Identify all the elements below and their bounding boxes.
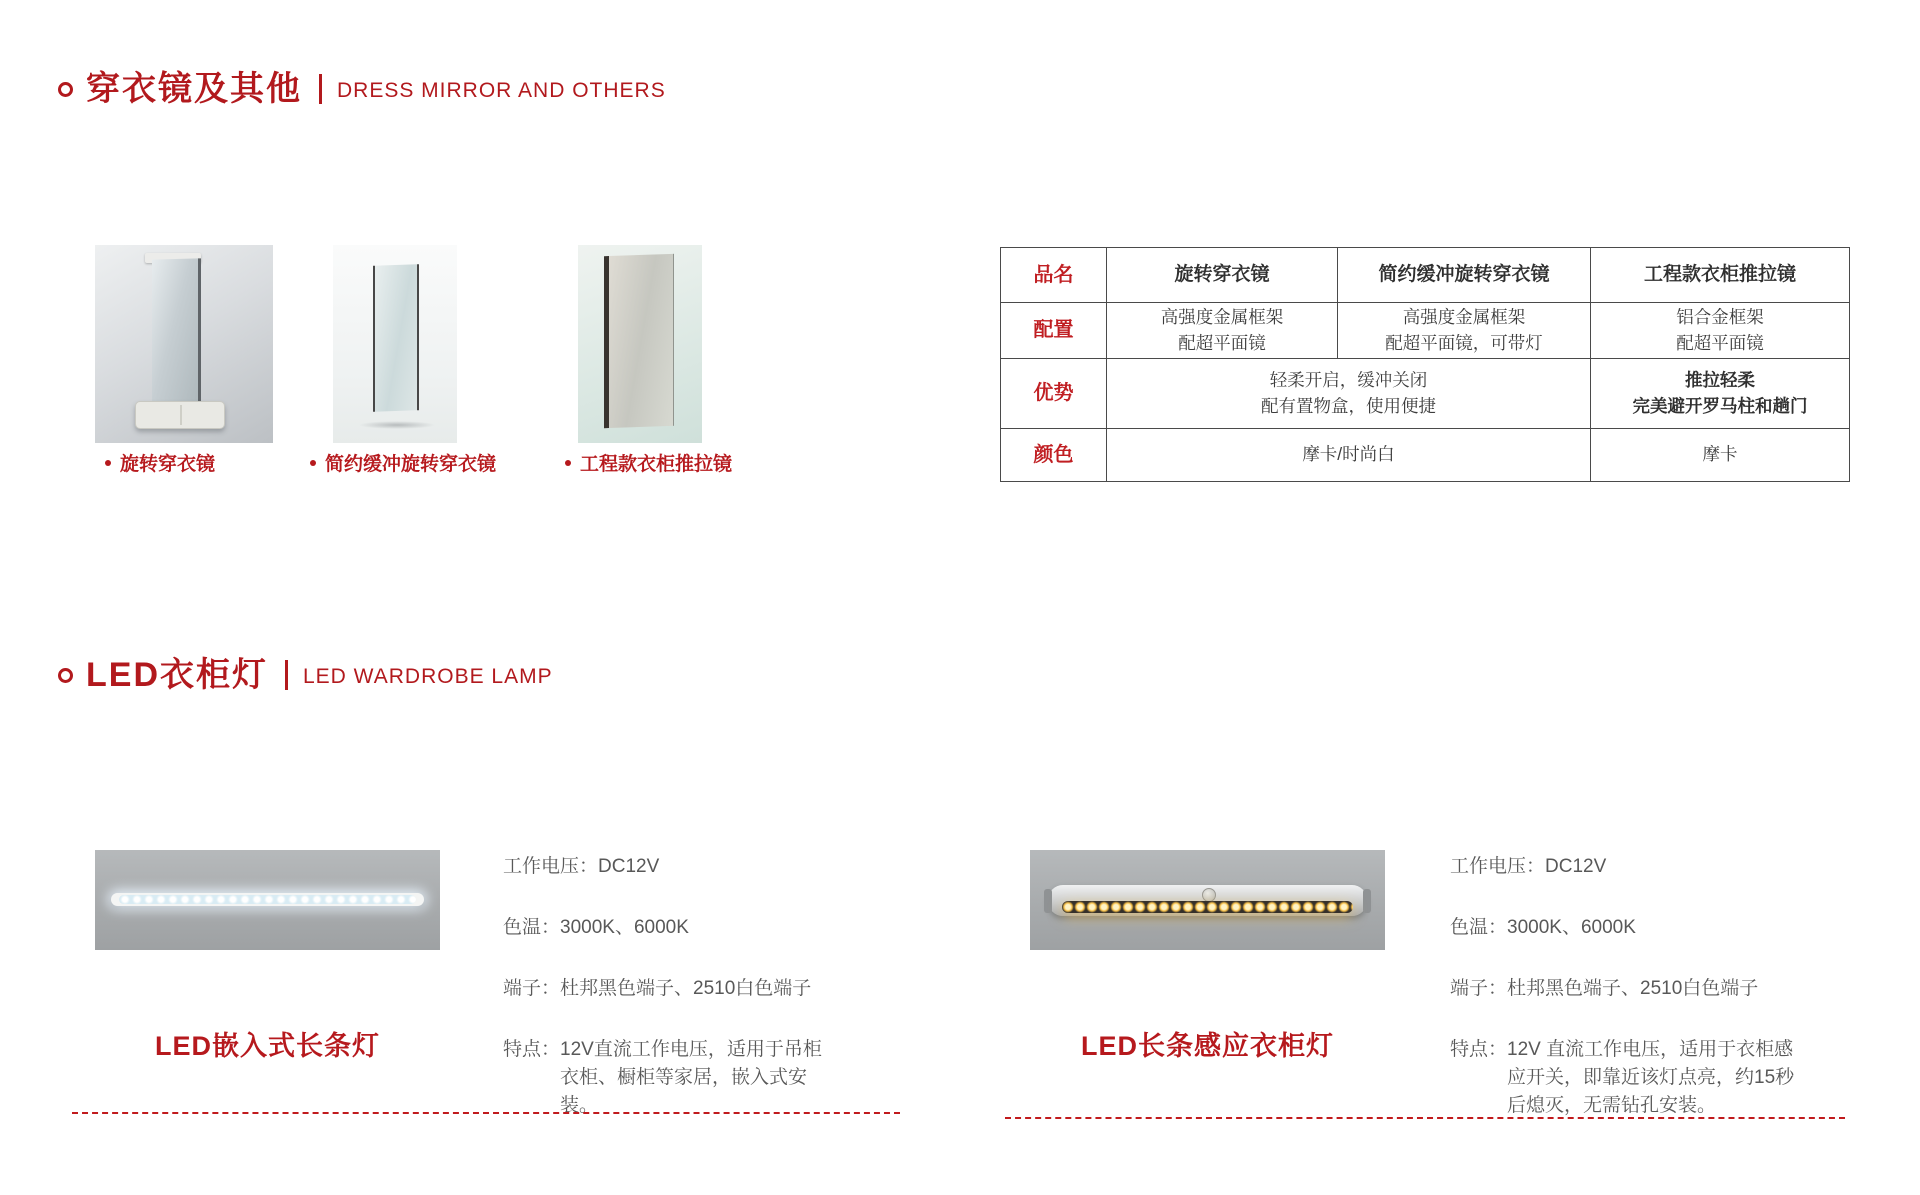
lamp2-specs <box>1450 853 1895 1120</box>
spec-value: 杜邦黑色端子、2510白色端子 <box>1507 978 1759 999</box>
table-rowheader-name: 品名 <box>1001 248 1107 303</box>
sensor-led-bar-photo <box>1030 850 1385 950</box>
config-line: 铝合金框架 <box>1676 307 1764 328</box>
mirror-label-text: 旋转穿衣镜 <box>120 454 216 475</box>
mirror-shadow <box>359 421 435 429</box>
sliding-wardrobe-mirror-photo <box>578 245 702 443</box>
bullet-dot-icon <box>310 460 316 466</box>
spec-row-terminal <box>1450 975 1895 1003</box>
mirror-section-title-en: DRESS MIRROR AND OTHERS <box>337 79 666 102</box>
bullet-dot-icon <box>565 460 571 466</box>
table-product-name-1: 旋转穿衣镜 <box>1107 248 1338 303</box>
spec-row-feature <box>503 1036 853 1120</box>
table-advantage-merged <box>1107 359 1591 429</box>
motion-sensor-icon <box>1202 888 1216 902</box>
spec-label: 特点： <box>503 1039 561 1060</box>
config-line: 高强度金属框架 <box>1160 307 1284 328</box>
spec-row-terminal <box>503 975 853 1003</box>
mirror-label-text: 工程款衣柜推拉镜 <box>580 454 733 475</box>
bullet-dot-icon <box>105 460 111 466</box>
table-color-merged: 摩卡/时尚白 <box>1107 429 1591 481</box>
table-config-1 <box>1107 303 1338 359</box>
mirror-label-text: 简约缓冲旋转穿衣镜 <box>325 454 497 475</box>
table-config-3 <box>1591 303 1849 359</box>
lamp-section-title-en: LED WARDROBE LAMP <box>303 665 553 688</box>
spec-label: 工作电压： <box>503 856 599 877</box>
lamp-section-title-zh: LED衣柜灯 <box>86 656 268 694</box>
dashed-divider-right <box>1005 1117 1845 1119</box>
spec-label: 端子： <box>1450 978 1508 999</box>
mirror-label-1 <box>105 449 215 476</box>
rotating-mirror-photo <box>95 245 273 443</box>
tray-divider <box>180 405 182 425</box>
spec-value: DC12V <box>1545 856 1607 877</box>
recessed-led-bar-photo <box>95 850 440 950</box>
led-strip <box>1062 901 1353 913</box>
table-rowheader-color: 颜色 <box>1001 429 1107 481</box>
heading-divider <box>285 660 288 690</box>
mirror-label-2 <box>310 449 496 476</box>
ring-bullet-icon <box>58 668 73 683</box>
spec-row-color-temp <box>503 914 853 942</box>
led-bar <box>111 893 424 906</box>
spec-label: 色温： <box>1450 917 1508 938</box>
spec-value: 12V直流工作电压，适用于吊柜衣柜、橱柜等家居，嵌入式安装。 <box>560 1039 822 1116</box>
mirror-section-heading <box>58 72 666 106</box>
led-bar-body <box>1048 885 1367 916</box>
spec-row-voltage <box>1450 853 1895 881</box>
mirror-base-tray <box>135 401 225 429</box>
mirror-glass <box>604 254 674 428</box>
lamp-section-heading <box>58 658 553 692</box>
spec-value: 12V 直流工作电压，适用于衣柜感应开关，即靠近该灯点亮，约15秒后熄灭，无需钻孔安装。 <box>1507 1039 1795 1116</box>
heading-divider <box>319 74 322 104</box>
advantage-line: 配有置物盒，使用便捷 <box>1261 395 1436 416</box>
mirror-section-title-zh: 穿衣镜及其他 <box>86 70 302 108</box>
spec-label: 色温： <box>503 917 561 938</box>
spec-value: 杜邦黑色端子、2510白色端子 <box>560 978 812 999</box>
mirror-glass <box>152 258 201 409</box>
spec-value: 3000K、6000K <box>560 917 689 938</box>
ring-bullet-icon <box>58 82 73 97</box>
spec-row-voltage <box>503 853 853 881</box>
spec-label: 工作电压： <box>1450 856 1546 877</box>
config-line: 配超平面镜，可带灯 <box>1385 332 1543 353</box>
lamp1-specs <box>503 853 853 1120</box>
spec-row-feature <box>1450 1036 1895 1120</box>
table-product-name-3: 工程款衣柜推拉镜 <box>1591 248 1849 303</box>
dashed-divider-left <box>72 1112 900 1114</box>
mirror-label-3 <box>565 449 732 476</box>
lamp2-name: LED长条感应衣柜灯 <box>1081 1031 1334 1061</box>
config-line: 配超平面镜 <box>1178 332 1266 353</box>
lamp1-name: LED嵌入式长条灯 <box>155 1031 380 1061</box>
advantage-line: 完美避开罗马柱和趟门 <box>1632 395 1808 416</box>
led-strip <box>119 895 416 904</box>
table-rowheader-advantage: 优势 <box>1001 359 1107 429</box>
end-cap-left <box>1044 889 1052 913</box>
table-rowheader-config: 配置 <box>1001 303 1107 359</box>
end-cap-right <box>1363 889 1371 913</box>
table-color-3: 摩卡 <box>1702 444 1738 465</box>
advantage-line: 轻柔开启，缓冲关闭 <box>1269 370 1428 391</box>
spec-row-color-temp <box>1450 914 1895 942</box>
config-line: 配超平面镜 <box>1676 332 1764 353</box>
spec-label: 端子： <box>503 978 561 999</box>
advantage-line: 推拉轻柔 <box>1685 370 1755 391</box>
spec-value: DC12V <box>598 856 660 877</box>
mirror-glass <box>373 264 419 412</box>
buffered-rotating-mirror-photo <box>333 245 457 443</box>
table-config-2 <box>1338 303 1591 359</box>
config-line: 高强度金属框架 <box>1402 307 1526 328</box>
spec-label: 特点： <box>1450 1039 1508 1060</box>
mirror-spec-table <box>1000 247 1850 482</box>
spec-value: 3000K、6000K <box>1507 917 1636 938</box>
table-advantage-3 <box>1591 359 1849 429</box>
table-product-name-2: 简约缓冲旋转穿衣镜 <box>1338 248 1591 303</box>
